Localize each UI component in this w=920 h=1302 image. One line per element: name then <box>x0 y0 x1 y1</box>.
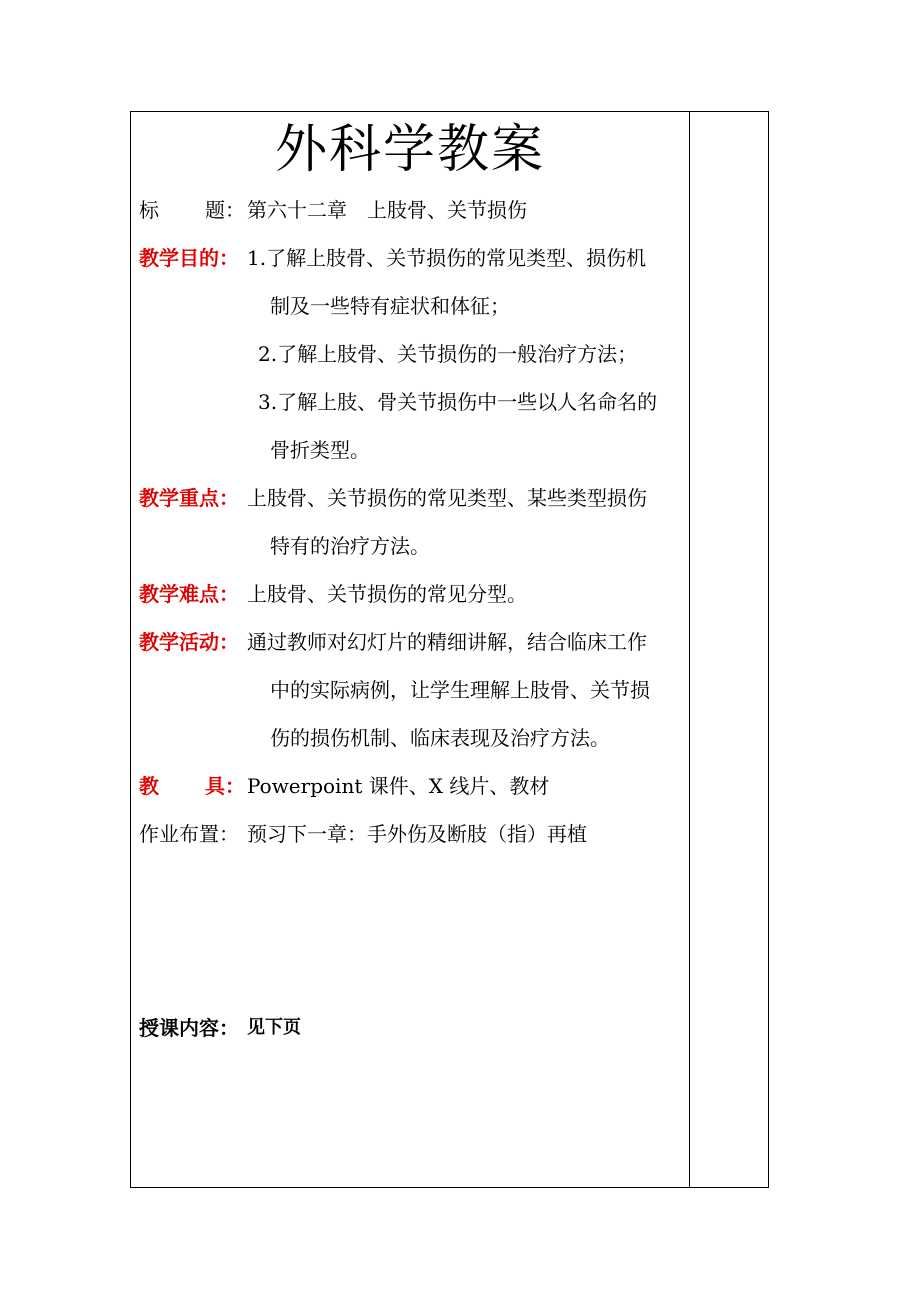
key-points-row <box>139 474 684 522</box>
activities-line-3: 伤的损伤机制、临床表现及治疗方法。 <box>270 726 610 750</box>
tools-label: 教 具： <box>139 774 245 798</box>
column-divider <box>689 111 690 1188</box>
difficulties-row <box>139 570 684 618</box>
key-points-label: 教学重点： <box>139 486 239 510</box>
key-points-line-2: 特有的治疗方法。 <box>270 534 430 558</box>
objectives-line-5: 骨折类型。 <box>270 438 370 462</box>
page-title: 外科学教案 <box>274 120 545 180</box>
difficulties-line-1: 上肢骨、关节损伤的常见分型。 <box>247 582 527 606</box>
homework-row <box>139 810 684 858</box>
topic-row <box>139 186 684 234</box>
activities-row <box>139 618 684 666</box>
difficulties-label: 教学难点： <box>139 582 239 606</box>
activities-line-2: 中的实际病例，让学生理解上肢骨、关节损 <box>270 678 650 702</box>
objectives-line-1: 1.了解上肢骨、关节损伤的常见类型、损伤机 <box>247 246 647 270</box>
objectives-line-3: 2.了解上肢骨、关节损伤的一般治疗方法； <box>258 342 638 366</box>
activities-label: 教学活动： <box>139 630 239 654</box>
objectives-line-4: 3.了解上肢、骨关节损伤中一些以人名命名的 <box>258 390 658 414</box>
objectives-label: 教学目的： <box>139 246 239 270</box>
tools-value: Powerpoint 课件、X 线片、教材 <box>247 774 550 798</box>
content-row <box>139 1004 684 1052</box>
key-points-line-1: 上肢骨、关节损伤的常见类型、某些类型损伤 <box>247 486 647 510</box>
content-label: 授课内容： <box>139 1016 239 1040</box>
objectives-line-2: 制及一些特有症状和体征； <box>270 294 510 318</box>
topic-value: 第六十二章 上肢骨、关节损伤 <box>247 198 527 222</box>
homework-value: 预习下一章：手外伤及断肢（指）再植 <box>247 822 587 846</box>
tools-row <box>139 762 684 810</box>
homework-label: 作业布置： <box>139 822 239 846</box>
topic-label: 标 题： <box>139 198 245 222</box>
activities-line-1: 通过教师对幻灯片的精细讲解，结合临床工作 <box>247 630 647 654</box>
objectives-row <box>139 234 684 282</box>
content-value: 见下页 <box>247 1017 301 1038</box>
